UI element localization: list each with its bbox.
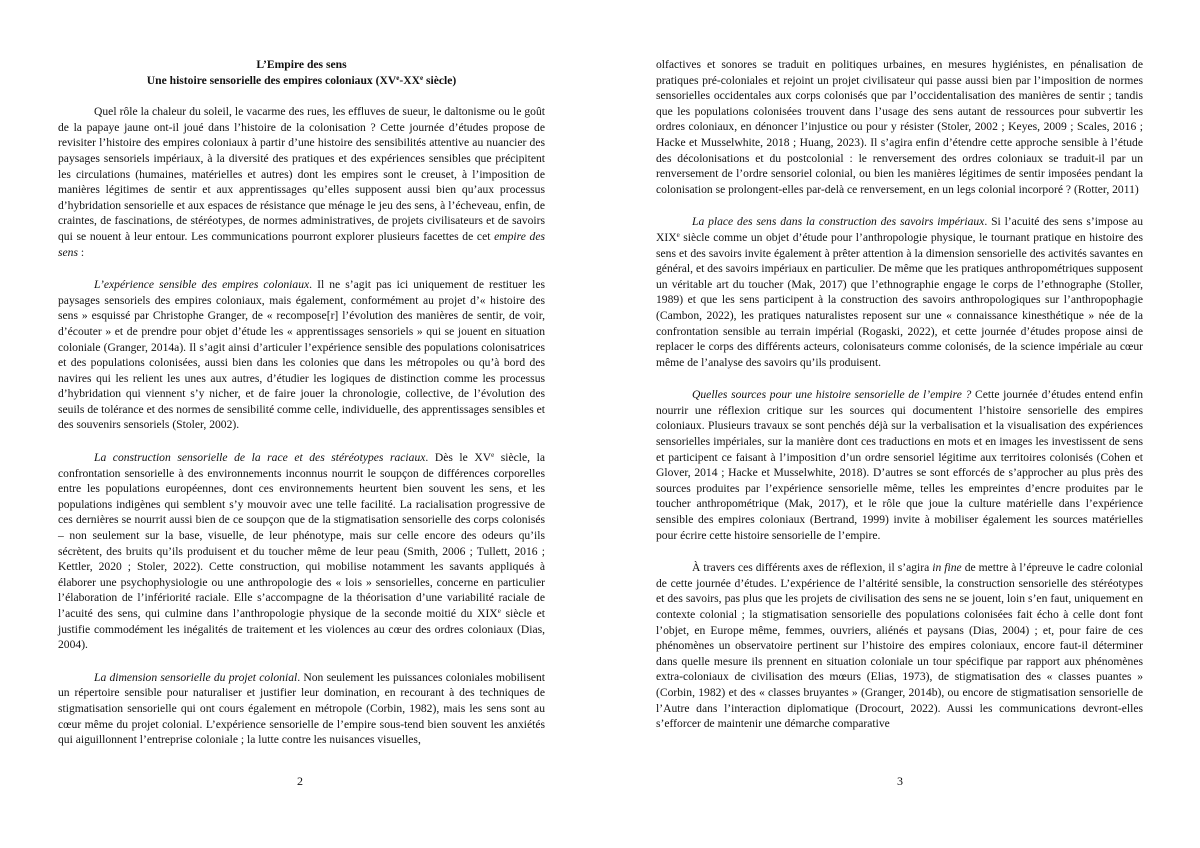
section-colonial-project: [58, 670, 545, 748]
section-text: . Non seulement les puissances coloniales mobilisent un répertoire sensible pour naturaliser et justifier leur domination, en recourant à des techniques de stigmatisation sensorielle qui ont cours également en métropole (Corbin, 1982), mais les sens sont au cœur même du projet colonial. L’expérience sensorielle de l’empire sous-tend bien souvent les anxiétés qui aiguillonnent l’entreprise coloniale ; la lutte contre les nuisances visuelles,: [58, 670, 545, 747]
section-text: siècle et justifie commodément les inégalités de traitement et les violences au cœur des ordres coloniaux (Dias, 2004).: [58, 607, 545, 652]
right-text-column: [656, 57, 1143, 749]
century-sup: e: [497, 607, 501, 615]
section-conclusion: [656, 560, 1143, 732]
latin-emphasis: in fine: [932, 561, 962, 575]
intro-emphasis: empire des sens: [58, 229, 545, 259]
section-sources: [656, 387, 1143, 543]
section-text: siècle comme un objet d’étude pour l’anthropologie physique, le tournant pratique en histoire des sens et des savoirs invite également à prêter attention à la dimension sensorielle des activités savantes en général, et des savoirs impériaux en particulier. De même que les pratiques anthropométriques supposent un véritable art du toucher (Mak, 2017) que l’ethnographie engage le corps de l’ethnographe (Stoller, 1989) et que les sens participent à la construction des savoirs anthropologiques sur l’anthropophagie (Cambon, 2022), les pratiques naturalistes reposent sur une « connaissance kinesthétique » née de la confrontation sensible au terrain impérial (Rogaski, 2022), et cette journée d’études propose ainsi de replacer le corps des différents acteurs, colonisateurs comme colonisés, de la science impériale au cœur même de l’analyse des savoirs qu’ils produisent.: [656, 230, 1143, 369]
title-block: [58, 57, 545, 88]
subtitle-part: Une histoire sensorielle des empires coloniaux (XV: [146, 73, 397, 87]
section-heading: La construction sensorielle de la race et des stéréotypes raciaux: [94, 451, 426, 465]
century-sup: e: [676, 230, 680, 239]
subtitle-sup: e: [396, 73, 400, 82]
section-text: À travers ces différents axes de réflexion, il s’agira: [692, 561, 933, 575]
intro-paragraph: [58, 104, 545, 260]
subtitle-part: -XX: [399, 73, 420, 87]
left-text-column: [58, 57, 545, 765]
page-number: 2: [297, 774, 303, 788]
section-text: . Si l’acuité des sens s’impose au XIX: [656, 215, 1143, 244]
section-text: . Il ne s’agit pas ici uniquement de restituer les paysages sensoriels des empires coloniaux, mais également, conformément au projet d’« histoire des sens » esquissé par Christophe Granger, de « recompose[r] l’évolution des manières de sentir, de voir, d’écouter » et de prendre pour objet d’étude les « apprentissages sensoriels » qui se jouent en situation coloniale (Granger, 2014a). Il s’agit ainsi d’articuler l’expérience sensible des populations colonisatrices et des populations colonisées, aussi bien dans les colonies que dans les métropoles ou qu’à bord des navires qui les relient les unes aux autres, d’étudier les logiques de distinction comme les processus d’hybridation qui viennent s’y nicher, et de faire jouer la chronologie, collective, de l’évolution des seuils de tolérance et des normes de sensibilité comme celle, individuelle, des apprentissages sensibles et des souvenirs sensoriels (Stoler, 2002).: [58, 278, 545, 432]
page-number: 3: [897, 774, 903, 788]
intro-text: Quel rôle la chaleur du soleil, le vacarme des rues, les effluves de sueur, le daltonisme ou le goût de la papaye jaune ont-il joué dans l’histoire de la colonisation ? Cette journée d’études propose de revisiter l’histoire des empires coloniaux à partir d’une histoire des sensibilités attentive au nuancier des paysages sensoriels impériaux, à la diversité des pratiques et des expériences sensibles que précipitent les circulations (humaines, matérielles et autres) dont les empires sont le creuset, à l’imposition de manières légitimes de sentir et aux apprentissages qu’elles supposent aussi bien qu’aux processus d’hybridation sensorielle et aux espaces de résistance que ménage le jeu des sens, à l’écheveau, enfin, de craintes, de fascinations, de stéréotypes, de normes administratives, de projets civilisateurs et de savoirs qui se nouent à leur entour. Les communications pourront explorer plusieurs facettes de cet: [58, 105, 545, 243]
section-text: de mettre à l’épreuve le cadre colonial de cette journée d’études. L’expérience de l’altérité sensible, la construction sensorielle des stéréotypes et des savoirs, pas plus que les projets de civilisation des sens ne se jouent, loin s’en faut, uniquement en contexte colonial ; la stigmatisation sensorielle des populations colonisées fait écho à celle dont font l’objet, en Europe même, femmes, ouvriers, aliénés et paysans (Dias, 2004) ; et, pour faire de ces phénomènes un observatoire pertinent sur l’histoire des empires coloniaux, encore faut-il déterminer dans quelle mesure ils prennent en situation coloniale un tour spécifique par rapport aux phénomènes extra-coloniaux de civilisation des mœurs (Elias, 1973), de stigmatisation des « classes puantes » (Corbin, 1982) et des « classes bruyantes » (Granger, 2014b), ou encore de stigmatisation sensorielle de l’Autre dans l’interaction diplomatique (Drocourt, 2022). Aussi les communications devront-elles s’efforcer de maintenir une démarche comparative: [656, 561, 1144, 731]
section-heading: L’expérience sensible des empires coloniaux: [94, 278, 310, 292]
century-sup: e: [491, 451, 495, 460]
continued-paragraph: olfactives et sonores se traduit en politiques urbaines, en mesures hygiénistes, en pénalisation de pratiques pré-coloniales et rejoint un projet civilisateur qui passe aussi bien par l’imposition de normes sensorielles occidentales aux corps colonisés que par l’occidentalisation des manières de sentir ; tandis que les populations colonisées trouvent dans l’usage des sens autant de ressources pour subvertir les ordres coloniaux, en dénoncer l’injustice ou pour y résister (Stoler, 2002 ; Keyes, 2009 ; Scales, 2016 ; Hacke et Musselwhite, 2018 ; Huang, 2023). Il s’agira enfin d’étendre cette approche sensible à l’étude des décolonisations et du postcolonial : le renversement des ordres coloniaux se traduit-il par un renversement de l’ordre sensoriel colonial, ou bien les manières légitimes de sentir imposées pendant la colonisation se prolongent-elles par-delà ce renversement, en un legs colonial incorporé ? (Rotter, 2011): [656, 58, 1143, 196]
document-subtitle: [58, 73, 545, 89]
section-heading: La place des sens dans la construction des savoirs impériaux: [692, 215, 985, 229]
section-text: . Dès le XV: [425, 451, 492, 465]
section-race-construction: [58, 450, 545, 653]
section-imperial-knowledge: [656, 214, 1143, 370]
document-title: L’Empire des sens: [256, 58, 347, 71]
section-heading: Quelles sources pour une histoire sensorielle de l’empire ?: [692, 388, 972, 402]
intro-text-end: :: [77, 245, 85, 259]
subtitle-part: siècle): [423, 73, 457, 87]
page-right: [600, 0, 1200, 848]
section-heading: La dimension sensorielle du projet colonial: [94, 670, 298, 684]
section-sensible-experience: [58, 277, 545, 433]
section-text: siècle, la confrontation sensorielle à des environnements inconnus nourrit le soupçon de différences corporelles entre les populations européennes, dont ces environnements heurtent bien souvent les sens, et les populations indigènes qui semblent s’y mouvoir avec une telle facilité. La racialisation progressive de ces dernières se nourrit aussi bien de ce soupçon que de la stigmatisation sensorielle des corps colonisés – non seulement sur la base, visuelle, de leur phénotype, mais sur celle encore des odeurs qu’ils sécrètent, des bruits qu’ils produisent et du toucher même de leur peau (Smith, 2006 ; Tullett, 2016 ; Kettler, 2020 ; Stoler, 2022). Cette construction, qui mobilise notamment les savants appliqués à élaborer une psychophysiologie ou une anthropologie des « lois » sensorielles, concerne en particulier l’élaboration de l’infériorité raciale. Elle s’accompagne de la théorisation d’une variabilité raciale de l’acuité des sens, qui culmine dans l’anthropologie physique de la seconde moitié du XIX: [58, 451, 545, 620]
subtitle-sup: e: [419, 73, 424, 82]
section-text: Cette journée d’études entend enfin nourrir une réflexion critique sur les sources qui documentent l’histoire sensorielle des empires coloniaux. Plusieurs travaux se sont penchés déjà sur la verbalisation et la visualisation des expériences sensorielles impériales, sur la manière dont ces traductions en mots et en images les investissent de sens et participent ce faisant à l’imposition d’un ordre sensoriel légitime aux territoires colonisés (Cohen et Glover, 2014 ; Hacke et Musselwhite, 2018). D’autres se sont efforcés de s’approcher au plus près des sources produites par l’expérience sensorielle même, telles les empreintes d’encre produites par le toucher anthropométrique (Mak, 2017), et le rôle que joue la culture matérielle dans l’expérience sensible des empires coloniaux (Bertrand, 1999) invite à mobiliser également les sources matérielles pour écrire cette histoire sensorielle de l’empire.: [656, 388, 1143, 542]
